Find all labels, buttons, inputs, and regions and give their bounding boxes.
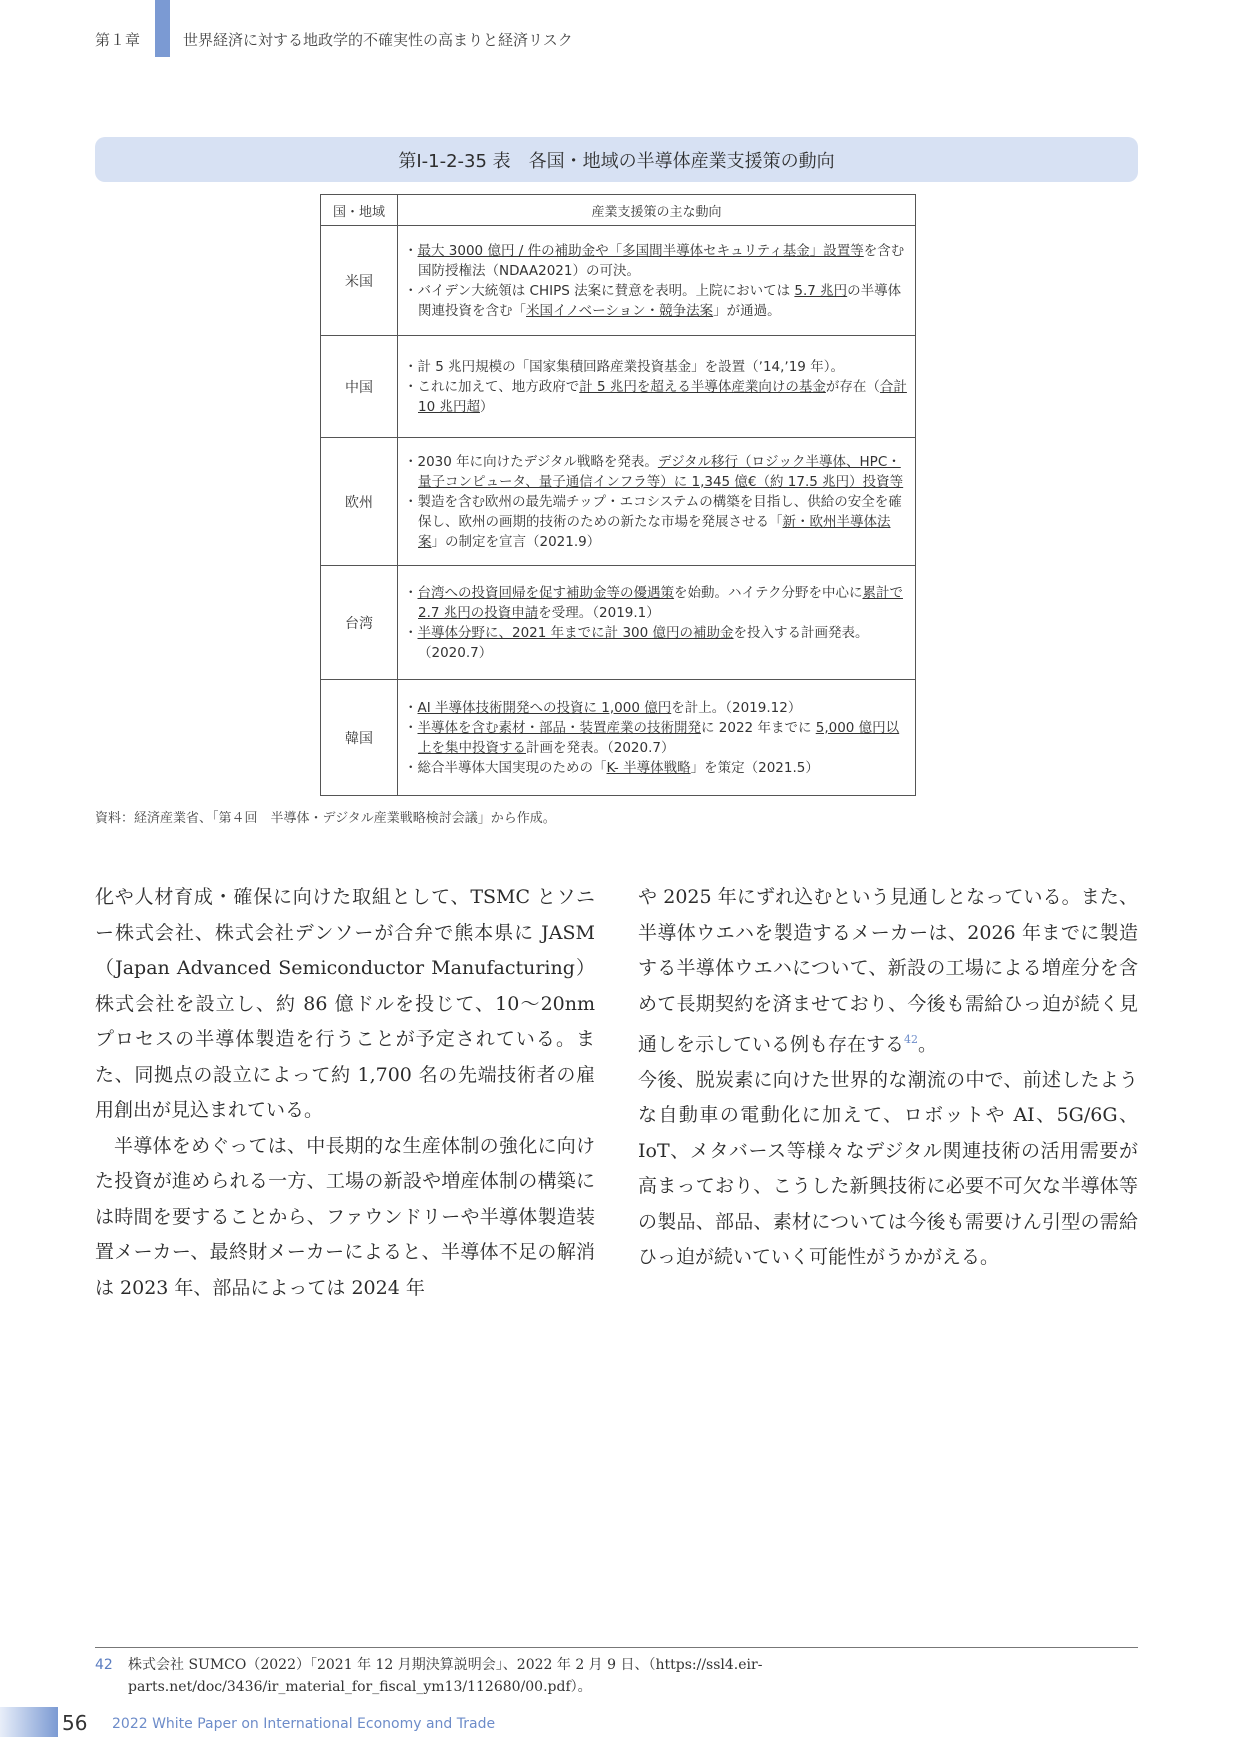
table-row xyxy=(321,680,916,796)
publication-title: 2022 White Paper on International Economy and Trade xyxy=(112,1716,496,1732)
policy-item: ・半導体分野に、2021 年までに計 300 億円の補助金を投入する計画発表。（2020.7） xyxy=(404,624,869,661)
chapter-label: 第１章 xyxy=(95,31,141,49)
policy-item: ・台湾への投資回帰を促す補助金等の優遇策を始動。ハイテク分野を中心に累計で 2.7 兆円の投資申請を受理。（2019.1） xyxy=(404,584,903,621)
table-row xyxy=(321,226,916,336)
policy-item: ・AI 半導体技術開発への投資に 1,000 億円を計上。（2019.12） xyxy=(404,699,802,716)
table-header-row xyxy=(321,195,916,226)
region-cell: 欧州 xyxy=(321,438,398,566)
policy-item: ・バイデン大統領は CHIPS 法案に賛意を表明。上院においては 5.7 兆円の半導体関連投資を含む「米国イノベーション・競争法案」が通過。 xyxy=(404,282,902,319)
policy-table xyxy=(320,194,916,796)
footnote-text: 株式会社 SUMCO（2022）「2021 年 12 月期決算説明会」、2022 年 2 月 9 日、（https://ssl4.eir-parts.net/doc/3436/ir_material_for_fiscal_ym13/112680/00.pdf）。 xyxy=(128,1657,763,1695)
policy-item: ・半導体を含む素材・部品・装置産業の技術開発に 2022 年までに 5,000 億円以上を集中投資する計画を発表。（2020.7） xyxy=(404,719,900,756)
policy-cell xyxy=(398,226,916,336)
footnote-number: 42 xyxy=(95,1657,113,1673)
table-row xyxy=(321,438,916,566)
policy-item: ・最大 3000 億円 / 件の補助金や「多国間半導体セキュリティ基金」設置等を含む国防授権法（NDAA2021）の可決。 xyxy=(404,242,905,279)
body-column-right xyxy=(638,880,1138,1276)
table-row xyxy=(321,336,916,438)
page-number: 56 xyxy=(62,1711,88,1735)
body-paragraph: 半導体をめぐっては、中長期的な生産体制の強化に向けた投資が進められる一方、工場の新設や増産体制の構築には時間を要することから、ファウンドリーや半導体製造装置メーカー、最終財メーカーによると、半導体不足の解消は 2023 年、部品によっては 2024 年 xyxy=(95,1134,595,1299)
body-column-left xyxy=(95,880,595,1306)
policy-cell xyxy=(398,680,916,796)
table-row xyxy=(321,566,916,680)
page-header xyxy=(0,0,1241,60)
policy-item: ・これに加えて、地方政府で計 5 兆円を超える半導体産業向けの基金が存在（合計 10 兆円超） xyxy=(404,378,907,415)
header-accent-bar xyxy=(155,0,170,57)
table-title: 第Ⅰ-1-2-35 表 各国・地域の半導体産業支援策の動向 xyxy=(95,137,1138,182)
chapter-title: 世界経済に対する地政学的不確実性の高まりと経済リスク xyxy=(183,31,573,49)
policy-item: ・2030 年に向けたデジタル戦略を発表。デジタル移行（ロジック半導体、HPC・量子コンピュータ、量子通信インフラ等）に 1,345 億€（約 17.5 兆円）投資等 xyxy=(404,453,904,490)
footnote-divider xyxy=(95,1647,1138,1648)
policy-item: ・計 5 兆円規模の「国家集積回路産業投資基金」を設置（ʼ14,ʼ19 年）。 xyxy=(404,358,844,375)
footnote-reference[interactable]: 42 xyxy=(904,1033,919,1046)
column-header-region: 国・地域 xyxy=(321,195,398,226)
policy-item: ・製造を含む欧州の最先端チップ・エコシステムの構築を目指し、供給の安全を確保し、欧州の画期的技術のための新たな市場を発展させる「新・欧州半導体法案」の制定を宣言（2021.9） xyxy=(404,493,902,550)
column-header-policy: 産業支援策の主な動向 xyxy=(398,195,916,226)
policy-cell xyxy=(398,566,916,680)
policy-item: ・総合半導体大国実現のための「K- 半導体戦略」を策定（2021.5） xyxy=(404,759,819,776)
body-paragraph: 化や人材育成・確保に向けた取組として、TSMC とソニー株式会社、株式会社デンソーが合弁で熊本県に JASM（Japan Advanced Semiconductor Manufacturing）株式会社を設立し、約 86 億ドルを投じて、10〜20nm プロセスの半導体製造を行うことが予定されている。また、同拠点の設立によって約 1,700 名の先端技術者の雇用創出が見込まれている。 xyxy=(95,886,595,1121)
footer-accent-bar xyxy=(0,1707,58,1737)
region-cell: 台湾 xyxy=(321,566,398,680)
region-cell: 米国 xyxy=(321,226,398,336)
policy-cell xyxy=(398,336,916,438)
policy-cell xyxy=(398,438,916,566)
table-source-note: 資料：経済産業省、「第４回 半導体・デジタル産業戦略検討会議」から作成。 xyxy=(95,811,556,826)
region-cell: 中国 xyxy=(321,336,398,438)
body-paragraph: 今後、脱炭素に向けた世界的な潮流の中で、前述したような自動車の電動化に加えて、ロボットや AI、5G/6G、IoT、メタバース等様々なデジタル関連技術の活用需要が高まっており、こうした新興技術に必要不可欠な半導体等の製品、部品、素材については今後も需要けん引型の需給ひっ迫が続いていく可能性がうかがえる。 xyxy=(638,1068,1138,1269)
body-paragraph: や 2025 年にずれ込むという見通しとなっている。また、半導体ウエハを製造するメーカーは、2026 年までに製造する半導体ウエハについて、新設の工場による増産分を含めて長期契約を済ませており、今後も需給ひっ迫が続く見通しを示している例も存在する$^{42}$。 xyxy=(638,886,1138,1056)
region-cell: 韓国 xyxy=(321,680,398,796)
